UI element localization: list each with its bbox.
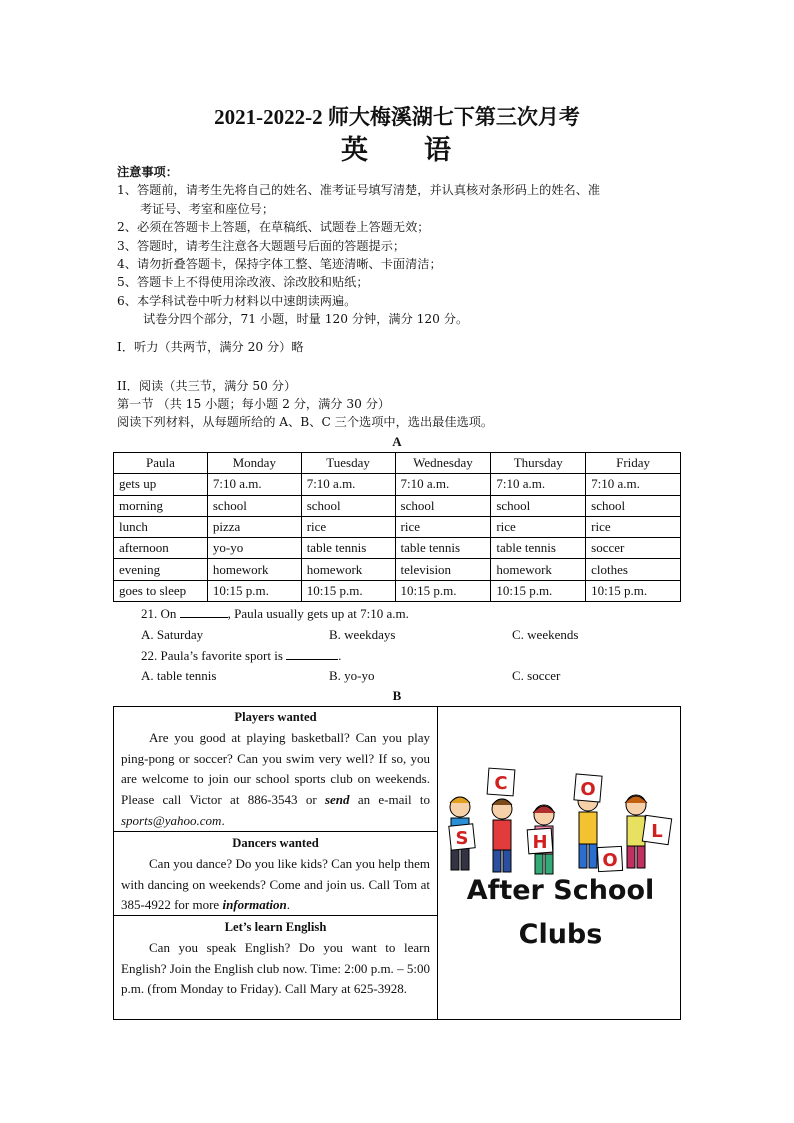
question-21: 21. On , Paula usually gets up at 7:10 a.m.: [141, 606, 409, 621]
ad-english: [114, 917, 437, 1019]
table-cell: homework: [301, 559, 395, 580]
table-cell: Tuesday: [301, 453, 395, 474]
table-row: [114, 516, 681, 537]
option-b: B. weekdays: [329, 627, 396, 642]
ad-text: Can you dance? Do you like kids? Can you help them with dancing on weekends? Come and join us. Call Tom at 385-4922 for more information.: [121, 855, 430, 913]
reading-instruction: 阅读下列材料，从每题所给的 A、B、C 三个选项中，选出最佳选项。: [117, 415, 494, 429]
option-b: B. yo-yo: [329, 668, 375, 683]
svg-text:O: O: [580, 779, 596, 800]
ad-title: Players wanted: [234, 710, 317, 724]
svg-text:L: L: [651, 821, 663, 842]
kid-figure: [578, 791, 598, 868]
part1-heading: 第一节 （共 15 小题；每小题 2 分，满分 30 分）: [117, 397, 391, 411]
option-a: A. Saturday: [141, 627, 204, 642]
table-row: [114, 474, 681, 495]
table-cell: 10:15 p.m.: [395, 580, 491, 601]
table-row: [114, 538, 681, 559]
table-cell: 7:10 a.m.: [395, 474, 491, 495]
table-cell: afternoon: [114, 538, 208, 559]
table-cell: Paula: [114, 453, 208, 474]
subject-char-1: 英: [341, 135, 370, 166]
ad-title: Dancers wanted: [232, 836, 319, 850]
table-cell: 7:10 a.m.: [586, 474, 681, 495]
note-item: 6、本学科试卷中听力材料以中速朗读两遍。: [117, 293, 357, 308]
note-item: 4、请勿折叠答题卡，保持字体工整、笔迹清晰、卡面清洁；: [117, 257, 442, 272]
table-row: [114, 495, 681, 516]
option-c: C. weekends: [512, 627, 579, 642]
note-item: 3、答题时，请考生注意各大题题号后面的答题提示；: [117, 238, 406, 253]
subject-char-2: 语: [424, 135, 453, 166]
table-cell: Monday: [207, 453, 301, 474]
table-cell: gets up: [114, 474, 208, 495]
letter-card-c: [487, 768, 515, 796]
table-row: [114, 580, 681, 601]
answer-blank: [286, 649, 338, 660]
table-cell: morning: [114, 495, 208, 516]
schedule-table: [113, 452, 681, 602]
table-cell: 10:15 p.m.: [491, 580, 586, 601]
table-row: [114, 559, 681, 580]
table-cell: school: [207, 495, 301, 516]
letter-card-h: [527, 828, 553, 854]
poster-title: [440, 869, 681, 957]
table-cell: 7:10 a.m.: [207, 474, 301, 495]
poster-title-line: After School: [466, 875, 655, 906]
table-cell: 10:15 p.m.: [301, 580, 395, 601]
clubs-box: [113, 706, 681, 1020]
table-cell: rice: [395, 516, 491, 537]
table-cell: lunch: [114, 516, 208, 537]
svg-text:S: S: [455, 828, 469, 849]
answer-blank: [180, 607, 228, 618]
letter-card-s: [449, 824, 475, 850]
table-cell: yo-yo: [207, 538, 301, 559]
table-cell: clothes: [586, 559, 681, 580]
question-22: 22. Paula’s favorite sport is .: [141, 648, 342, 663]
table-cell: evening: [114, 559, 208, 580]
table-cell: 10:15 p.m.: [207, 580, 301, 601]
note-item: 5、答题卡上不得使用涂改液、涂改胶和贴纸；: [117, 275, 369, 290]
table-cell: 7:10 a.m.: [491, 474, 586, 495]
subject-heading: [0, 128, 794, 167]
ad-dancers: [114, 833, 437, 916]
poster-title-line: Clubs: [518, 919, 603, 950]
note-item: 2、必须在答题卡上答题，在草稿纸、试题卷上答题无效；: [117, 220, 430, 235]
option-a: A. table tennis: [141, 668, 217, 683]
ads-column: [114, 707, 438, 1019]
passage-b-label: B: [392, 688, 402, 703]
table-cell: homework: [207, 559, 301, 580]
ad-players: [114, 707, 437, 832]
table-cell: Thursday: [491, 453, 586, 474]
exam-notes: [117, 163, 697, 329]
table-cell: homework: [491, 559, 586, 580]
letter-card-l: [642, 815, 671, 844]
letter-card-o: [574, 774, 602, 802]
table-cell: rice: [301, 516, 395, 537]
table-cell: school: [491, 495, 586, 516]
letter-card-o: [597, 846, 622, 871]
note-item: 考证号、考室和座位号；: [140, 201, 275, 216]
svg-text:O: O: [602, 850, 618, 871]
note-item: 1、答题前，请考生先将自己的姓名、准考证号填写清楚，并认真核对条形码上的姓名、准: [117, 183, 601, 198]
kid-figure: [492, 799, 512, 872]
table-cell: television: [395, 559, 491, 580]
table-cell: table tennis: [491, 538, 586, 559]
passage-a-label: A: [392, 434, 402, 449]
ad-title: Let’s learn English: [224, 920, 327, 934]
table-cell: goes to sleep: [114, 580, 208, 601]
reading-section: II．阅读（共三节，满分 50 分）: [117, 379, 297, 393]
table-cell: table tennis: [395, 538, 491, 559]
table-cell: rice: [586, 516, 681, 537]
table-cell: Wednesday: [395, 453, 491, 474]
option-c: C. soccer: [512, 668, 561, 683]
table-cell: school: [395, 495, 491, 516]
table-cell: soccer: [586, 538, 681, 559]
notes-heading: 注意事项：: [117, 165, 178, 179]
ad-text: Are you good at playing basketball? Can you play ping-pong or soccer? Can you swim very well? If so, you are welcome to join our school sports club on weekends. Please call Victor at 886-3543 or send an e-mail to sports@yahoo.com.: [121, 729, 430, 828]
table-cell: school: [301, 495, 395, 516]
table-header-row: [114, 453, 681, 474]
svg-text:C: C: [494, 773, 508, 794]
table-cell: rice: [491, 516, 586, 537]
table-cell: 7:10 a.m.: [301, 474, 395, 495]
exam-title: 2021-2022-2 师大梅溪湖七下第三次月考: [214, 105, 580, 129]
table-cell: school: [586, 495, 681, 516]
note-item: 试卷分四个部分，71 小题，时量 120 分钟，满分 120 分。: [143, 312, 469, 327]
ad-text: Can you speak English? Do you want to learn English? Join the English club now. Time: 2:00 p.m. – 5:00 p.m. (from Monday to Friday). Call Mary at 625-3928.: [121, 939, 430, 997]
table-cell: 10:15 p.m.: [586, 580, 681, 601]
table-cell: pizza: [207, 516, 301, 537]
table-cell: table tennis: [301, 538, 395, 559]
listening-section: I．听力（共两节，满分 20 分）略: [117, 340, 304, 354]
svg-text:H: H: [532, 832, 548, 853]
table-cell: Friday: [586, 453, 681, 474]
